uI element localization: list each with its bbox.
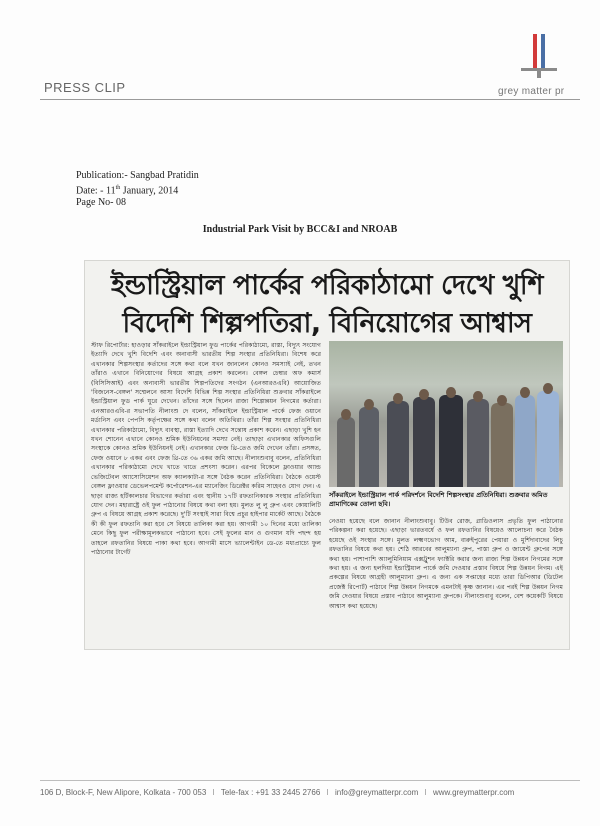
photo-caption: সাঁকরাইলে ইন্ডাস্ট্রিয়াল পার্ক পরিদর্শনে বিদেশি শিল্পসংস্থার প্রতিনিধিরা। শুক্রবার অমিত প্রামাণিকের তোলা ছবি। bbox=[329, 491, 548, 508]
publication-meta bbox=[76, 170, 199, 209]
header-divider bbox=[40, 99, 580, 100]
date-month-year: January, 2014 bbox=[120, 185, 179, 197]
date-prefix: Date: - 11 bbox=[76, 185, 116, 197]
footer-address: 106 D, Block-F, New Alipore, Kolkata - 700 053 bbox=[40, 788, 207, 797]
headline-line-1: ইন্ডাস্ট্রিয়াল পার্কের পরিকাঠামো দেখে খুশি bbox=[110, 270, 544, 301]
publication-name: Publication:- Sangbad Pratidin bbox=[76, 170, 199, 181]
footer-phone: Tele-fax : +91 33 2445 2766 bbox=[220, 788, 321, 797]
clip-title: Industrial Park Visit by BCC&I and NROAB bbox=[202, 224, 398, 235]
newspaper-clipping bbox=[84, 260, 570, 650]
publication-date bbox=[76, 182, 199, 197]
footer-contact bbox=[40, 788, 580, 797]
footer-divider bbox=[40, 780, 580, 781]
logo-wordmark: grey matter pr bbox=[498, 86, 565, 97]
headline-line-2: বিদেশি শিল্পপতিরা, বিনিয়োগের আশ্বাস bbox=[122, 308, 532, 339]
footer-separator: I bbox=[212, 788, 215, 797]
footer-separator: I bbox=[326, 788, 329, 797]
article-body-right: নেওয়া হয়েছে বলে জানান নীলাংশুবাবু। টিউব রোজ, গ্লাডিওলাস প্রভৃতি ফুল পাঠানোর পরিকল্পনা করা হয়েছে। এছাড়া ভারতবর্ষে ও ফল রফতানির বিষয়েও আলোচনা করে বৈঠক হয়েছে ওই সংস্থার সঙ্গে। মুলত লক্ষ্মণভোগ আম, বারুইপুরের পেয়ারা ও মুর্শিদাবাদের লিচু রফতানির বিষয়ে কথা হয়। শেঠি আরবের আলুম্যানা গ্রুপ, পাস্তা গ্রুপ ও জায়েন্ট গ্রুপের সঙ্গে কথা হয়। পাশাপাশি অ্যালুমিনিয়াম এক্সট্রুশন ফ্যাক্টরি করার জন্য রাজ্য শিল্প উন্নয়ন নিগমের সঙ্গে কথা হয়। এ জন্য হলদিয়া ইন্ডাস্ট্রিয়াল পার্কে জমি দেওয়ার প্রস্তাব বিষয়ে শিল্প উন্নয়ন নিগম। এই প্রকল্পের বিষয়ে আগ্রহী আলুম্যানা গ্রুপ। এ জন্য এক সপ্তাহের মধ্যে তারা ডিপিআর (ডিটেল প্রজেক্ট রিপোর্ট) পাঠাবে শিল্প উন্নয়ন নিগমকে এমনটাই কৃষ্ণ জানান। এর পরই শিল্প উন্নয়ন নিগম জমি দেওয়ার বিষয়ে প্রস্তাব পাঠাবে আলুম্যানা গ্রুপকে। নীলাংশুবাবু বলেন, বেশ কয়েকটি বিষয়ে আশ্বাস কথা হয়েছে। bbox=[329, 518, 563, 610]
footer-website[interactable]: www.greymatterpr.com bbox=[432, 788, 515, 797]
article-body-left: স্টাফ রিপোর্টার: হাওড়ার সাঁকরাইলে ইন্ডাস্ট্রিয়াল ফুড পার্কের পরিকাঠামো, রাস্তা, বিদ্যুৎ সংযোগ ইত্যাদি দেখে খুশি বিদেশি এবং অনাবাসী ভারতীয় শিল্প সংস্থার প্রতিনিধিরা। বিশেষ করে এখানকার শিল্পসংস্থার কর্তাদের সঙ্গে কথা বলে যখন জানলেন কোনও সমস্যাই নেই, তখন তাঁরাও এখানে বিনিয়োগের বিষয়ে আগ্রহ প্রকাশ করলেন। বেঙ্গল চেম্বার অফ কমার্স (বিসিসিআই) এবং অনাবাসী ভারতীয় শিল্পপতিদের সংগঠন (এনআরওএবি) আয়োজিত 'বিজনেস-বেঙ্গল' সম্মেলনে আসা বিদেশি বিভিন্ন শিল্প সংস্থার প্রতিনিধিরা শুক্রবার সাঁকরাইলে ইন্ডাস্ট্রিয়াল ফুড পার্ক ঘুরে দেখেন। তাঁদের সঙ্গে ছিলেন রাজ্য শিল্পোন্নয়ন নিগমের কর্তারা। এনআরওএবি-র সভাপতি নীলাংশু দে বলেন, সাঁকরাইলে ইন্ডাস্ট্রিয়াল পার্কে ফেজ ওয়ানে মর্ডানিস এবং পেপসি কর্তৃপক্ষের সঙ্গে কথা বলেন অতিথিরা। তাঁরা শিল্প সংস্থার প্রতিনিধিরা এখানকার পরিকাঠামো, বিদ্যুৎ ব্যবস্থা, রাস্তা ইত্যাদি দেখে সন্তোষ প্রকাশ করেন। এছাড়া খুশি হন যখন শোনেন এখানে কোনও শ্রমিক ইউনিয়নের সমস্যা নেই। তাছাড়া এখানকার অফিসগুলি সংস্থাকে কোনও শ্রমিক ইউনিয়নই নেই। এখানকার ফেজ থ্রি-তেও জমি দেখেন তাঁরা। প্রসঙ্গত, ফেজ ওয়ানে ৮ একর এবং ফেজ থ্রি-তে ৩৬ একর জমি আছে। নীলাংশুবাবু বলেন, প্রতিনিধিরা এখানকার পরিকাঠামো দেখে খাতে খাতে প্রশংসা করেন। এরপর বিকেলে ফ্লাওয়ার অ্যান্ড ভেজিটেবল অ্যাসোসিয়েশন অফ ক্যালকাটা-র সঙ্গে বৈঠক করেন প্রতিনিধিরা। বৈঠকে ওয়েস্ট বেঙ্গল ফ্লাওয়ার ডেভেলপমেন্ট কর্পোরেশন-এর ম্যানেজিং ডিরেক্টর করিম সাহেবও যোগ দেন। এ ছাড়া রাজ্য হর্টিকালচার বিভাগের কর্তারা এবং স্থানীয় ১৭টি রফতানিকারক সংস্থার প্রতিনিধিরা যোগ দেন। মহারাষ্ট্রে ওই ফুল পাঠানোর বিষয়ে কথা বলা হয়। মুলত লু লু গ্রুপ এবং কোয়ালিটি গ্রুপ এ বিষয়ে আগ্রহ প্রকাশ করেছে। দু'টি সংস্থাই সারা বিশ্বে প্রচুর হাইপার মার্কেট আছে। বৈঠকে কী কী ফুল রফতানি করা হবে সে বিষয়ে তালিকা করা হয়। আগামী ১০ দিনের মধ্যে তালিকা মেনে কিছু ফুল পরীক্ষামূলকভাবে পাঠানো হবে। সেই ফুলের মান ও গুণমান যদি পছন্দ হয় তাহলে রফতানির বিষয়ে পাকা কথা হবে। আগামী মাসে ভ্যালেন্টাইন ডে-তে মধ্যপ্রাচ্যে ফুল পাঠানোর টার্গেট bbox=[91, 342, 321, 556]
footer-email[interactable]: info@greymatterpr.com bbox=[334, 788, 419, 797]
footer-separator: I bbox=[424, 788, 427, 797]
press-clip-label: PRESS CLIP bbox=[44, 80, 126, 95]
article-headline bbox=[91, 267, 563, 343]
article-photo bbox=[329, 341, 563, 487]
publication-page: Page No- 08 bbox=[76, 197, 126, 209]
date-suffix-sup: th bbox=[115, 185, 121, 191]
grey-matter-logo-icon bbox=[519, 30, 559, 80]
